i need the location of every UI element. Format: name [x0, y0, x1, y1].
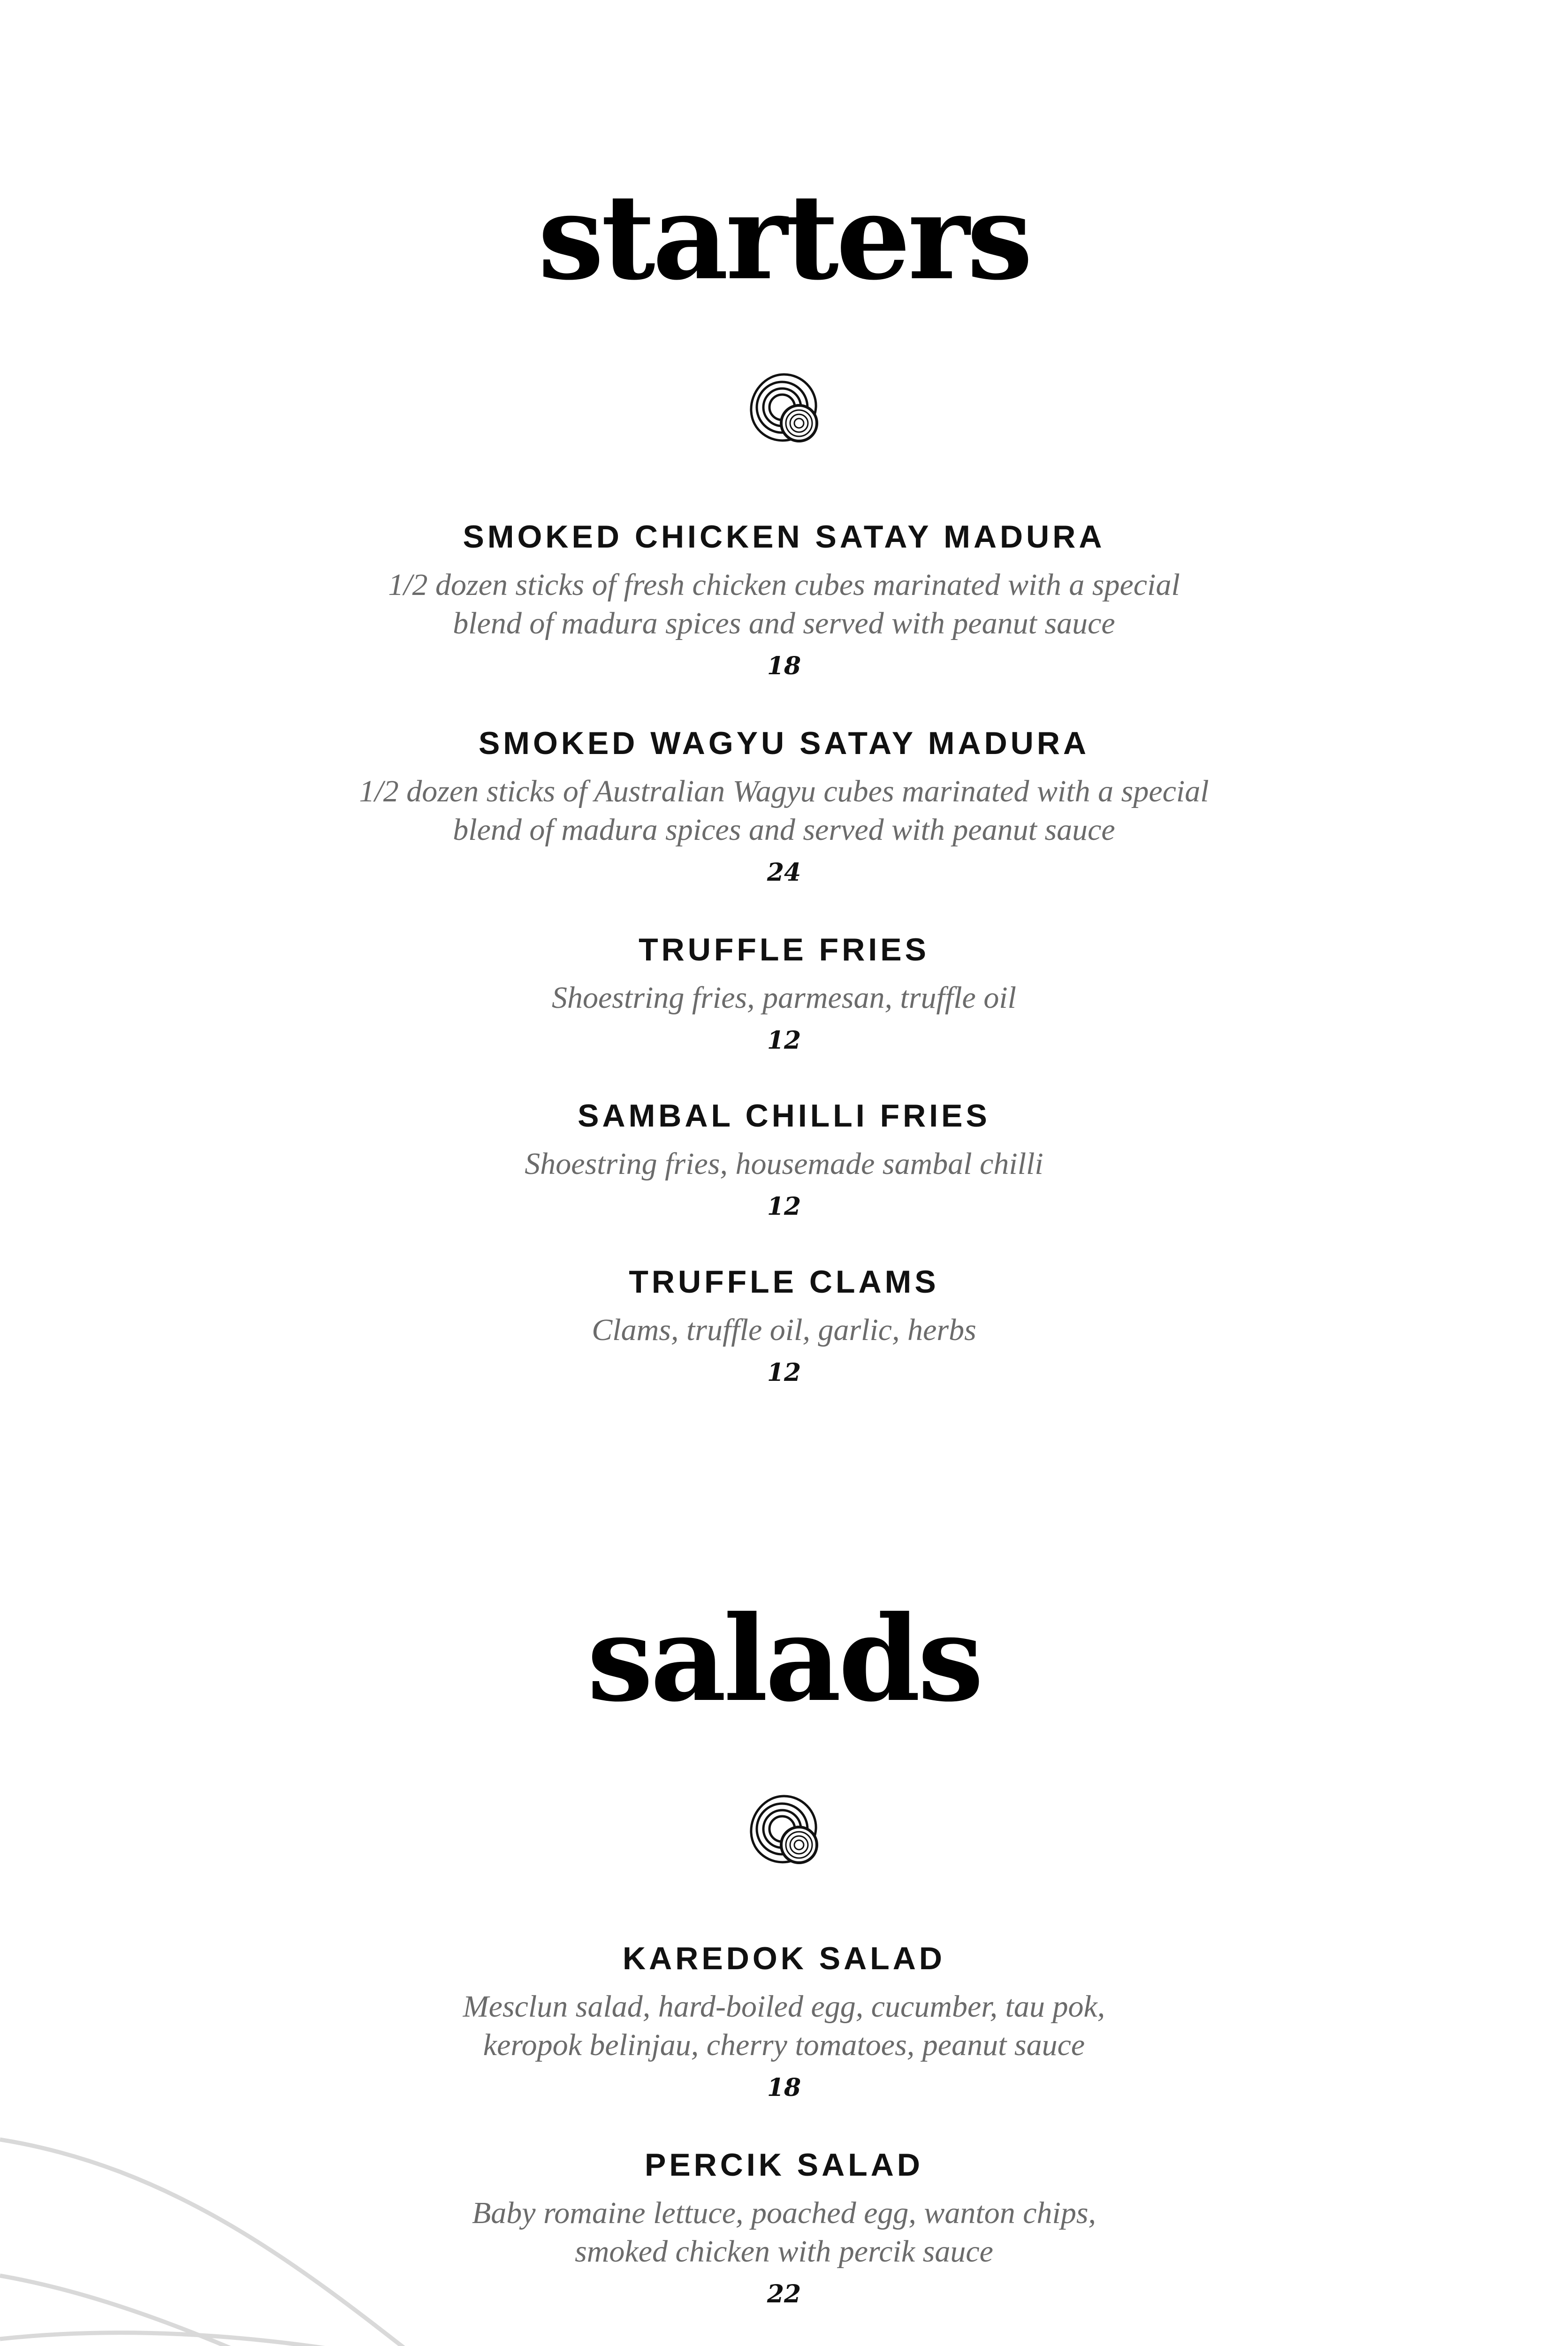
section-starters [0, 168, 1568, 1432]
wood-log-rings-icon [746, 371, 822, 446]
item-name: SAMBAL CHILLI FRIES [578, 1098, 990, 1134]
item-price: 12 [767, 1026, 801, 1055]
item-name: TRUFFLE CLAMS [629, 1264, 939, 1300]
item-description [0, 1311, 1568, 1349]
item-description [0, 979, 1568, 1017]
item-price: 22 [767, 2280, 801, 2308]
item-description [0, 2194, 1568, 2271]
item-description [0, 1988, 1568, 2064]
section-title: salads [587, 1590, 981, 1728]
item-price: 12 [767, 1192, 801, 1221]
item-name: SMOKED WAGYU SATAY MADURA [478, 725, 1090, 761]
menu-item [0, 1266, 1568, 1385]
item-price: 24 [767, 858, 801, 887]
item-price: 12 [767, 1358, 801, 1387]
starters-menu-list [0, 521, 1568, 1385]
menu-item [0, 1942, 1568, 2100]
item-description-line: keropok belinjau, cherry tomatoes, peanut sauce [483, 2028, 1085, 2062]
menu-item [0, 1100, 1568, 1219]
item-description [0, 566, 1568, 643]
item-name: KAREDOK SALAD [623, 1941, 945, 1976]
item-description [0, 1145, 1568, 1183]
section-salads [0, 1590, 1568, 2346]
item-price: 18 [767, 2073, 801, 2102]
item-description-line: blend of madura spices and served with peanut sauce [453, 606, 1115, 640]
item-name: TRUFFLE FRIES [639, 932, 929, 967]
menu-item [0, 727, 1568, 885]
item-description-line: Baby romaine lettuce, poached egg, wanton chips, [472, 2196, 1096, 2230]
wood-log-rings-icon [746, 1792, 822, 1867]
item-description-line: Shoestring fries, parmesan, truffle oil [552, 981, 1016, 1015]
item-description-line: 1/2 dozen sticks of Australian Wagyu cubes marinated with a special [359, 774, 1209, 808]
section-title: starters [538, 168, 1030, 306]
menu-item [0, 2149, 1568, 2307]
item-description-line: Clams, truffle oil, garlic, herbs [592, 1313, 976, 1347]
item-price: 18 [767, 652, 801, 680]
menu-item [0, 934, 1568, 1053]
item-name: SMOKED CHICKEN SATAY MADURA [463, 519, 1105, 555]
item-description-line: Mesclun salad, hard-boiled egg, cucumber, tau pok, [463, 1989, 1105, 2024]
item-name: PERCIK SALAD [644, 2147, 924, 2183]
item-description-line: 1/2 dozen sticks of fresh chicken cubes marinated with a special [388, 568, 1180, 602]
item-description-line: smoked chicken with percik sauce [575, 2234, 993, 2269]
item-description [0, 772, 1568, 849]
item-description-line: Shoestring fries, housemade sambal chilli [525, 1147, 1043, 1181]
salads-menu-list [0, 1942, 1568, 2307]
item-description-line: blend of madura spices and served with peanut sauce [453, 813, 1115, 847]
menu-item [0, 521, 1568, 678]
